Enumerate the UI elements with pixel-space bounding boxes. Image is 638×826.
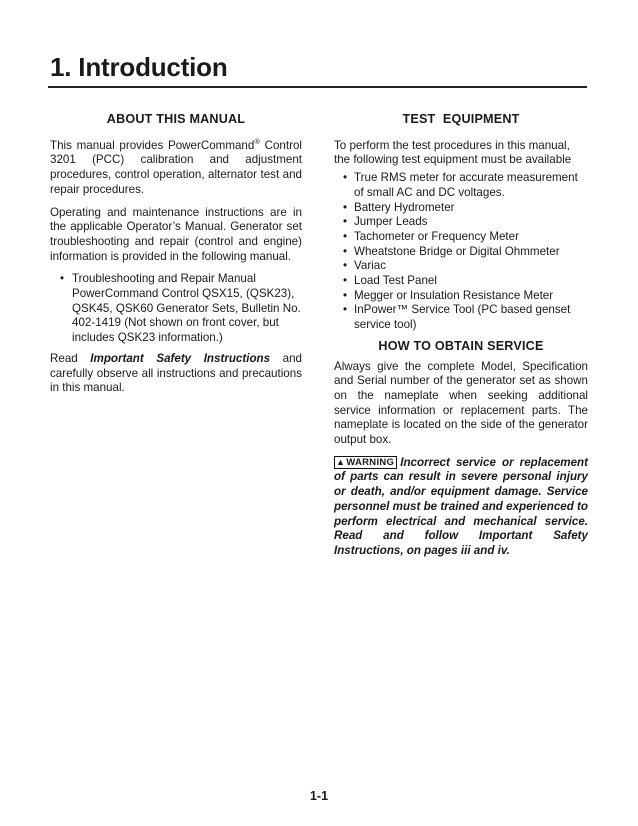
test-equipment-heading: TEST EQUIPMENT (402, 112, 520, 126)
safety-instructions-emphasis: Important Safety Instructions (90, 351, 271, 365)
about-p1-before: This manual provides PowerCommand (50, 138, 255, 152)
manual-list (50, 272, 302, 346)
about-heading: ABOUT THIS MANUAL (106, 112, 246, 126)
about-paragraph-3 (50, 352, 302, 396)
page-title: 1. Introduction (50, 52, 228, 82)
about-paragraph-1 (50, 136, 302, 198)
list-item: • Battery Hydrometer (334, 201, 588, 216)
test-equipment-list (334, 171, 588, 333)
about-p3-after: and carefully observe all instructions and precautions in this manual. (50, 351, 302, 395)
page-number: 1-1 (309, 789, 329, 803)
obtain-service-paragraph: Always give the complete Model, Specification and Serial number of the generator set as shown on the nameplate when seeking additional service information or replacement parts. The nameplate is located on the side of the generator output box. (334, 359, 588, 447)
manual-list-item: • Troubleshooting and Repair Manual PowerCommand Control QSX15, (QSK23), QSK45, QSK60 Generator Sets, Bulletin No. 402-1419 (Not shown on front cover, but includes QSK23 information.) (50, 272, 302, 346)
list-item: • Tachometer or Frequency Meter (334, 230, 588, 245)
title-rule (48, 86, 587, 88)
list-item: • Jumper Leads (334, 215, 588, 230)
list-item: • True RMS meter for accurate measurement of small AC and DC voltages. (334, 171, 588, 200)
warning-text: Incorrect service or replacement of parts can result in severe personal injury or death, and/or equipment damage. Service personnel must be trained and experienced to perform electrical and mechanical service. Read and follow Important Safety Instructions, on pages iii and iv. (334, 455, 588, 557)
about-paragraph-2: Operating and maintenance instructions are in the applicable Operator’s Manual. Generator set troubleshooting and repair (control and engine) information is provided in the following manual. (50, 205, 302, 263)
list-item: • Load Test Panel (334, 274, 588, 289)
test-equipment-intro: To perform the test procedures in this manual, the following test equipment must be available (334, 138, 572, 167)
warning-label: WARNING (346, 456, 395, 468)
list-item: • Wheatstone Bridge or Digital Ohmmeter (334, 245, 588, 260)
obtain-service-heading: HOW TO OBTAIN SERVICE (378, 338, 544, 353)
warning-icon: ▲ (336, 456, 346, 467)
list-item: • Variac (334, 259, 588, 274)
about-p3-before: Read (50, 351, 91, 365)
list-item: • InPower™ Service Tool (PC based genset service tool) (334, 303, 588, 332)
about-p1-after: Control 3201 (PCC) calibration and adjustment procedures, control operation, alternator test and repair procedures. (50, 138, 302, 196)
right-column (334, 112, 588, 559)
left-column (50, 112, 302, 404)
list-item: • Megger or Insulation Resistance Meter (334, 289, 588, 304)
registered-mark: ® (254, 136, 260, 146)
warning-badge (334, 456, 397, 469)
warning-notice (334, 456, 588, 559)
